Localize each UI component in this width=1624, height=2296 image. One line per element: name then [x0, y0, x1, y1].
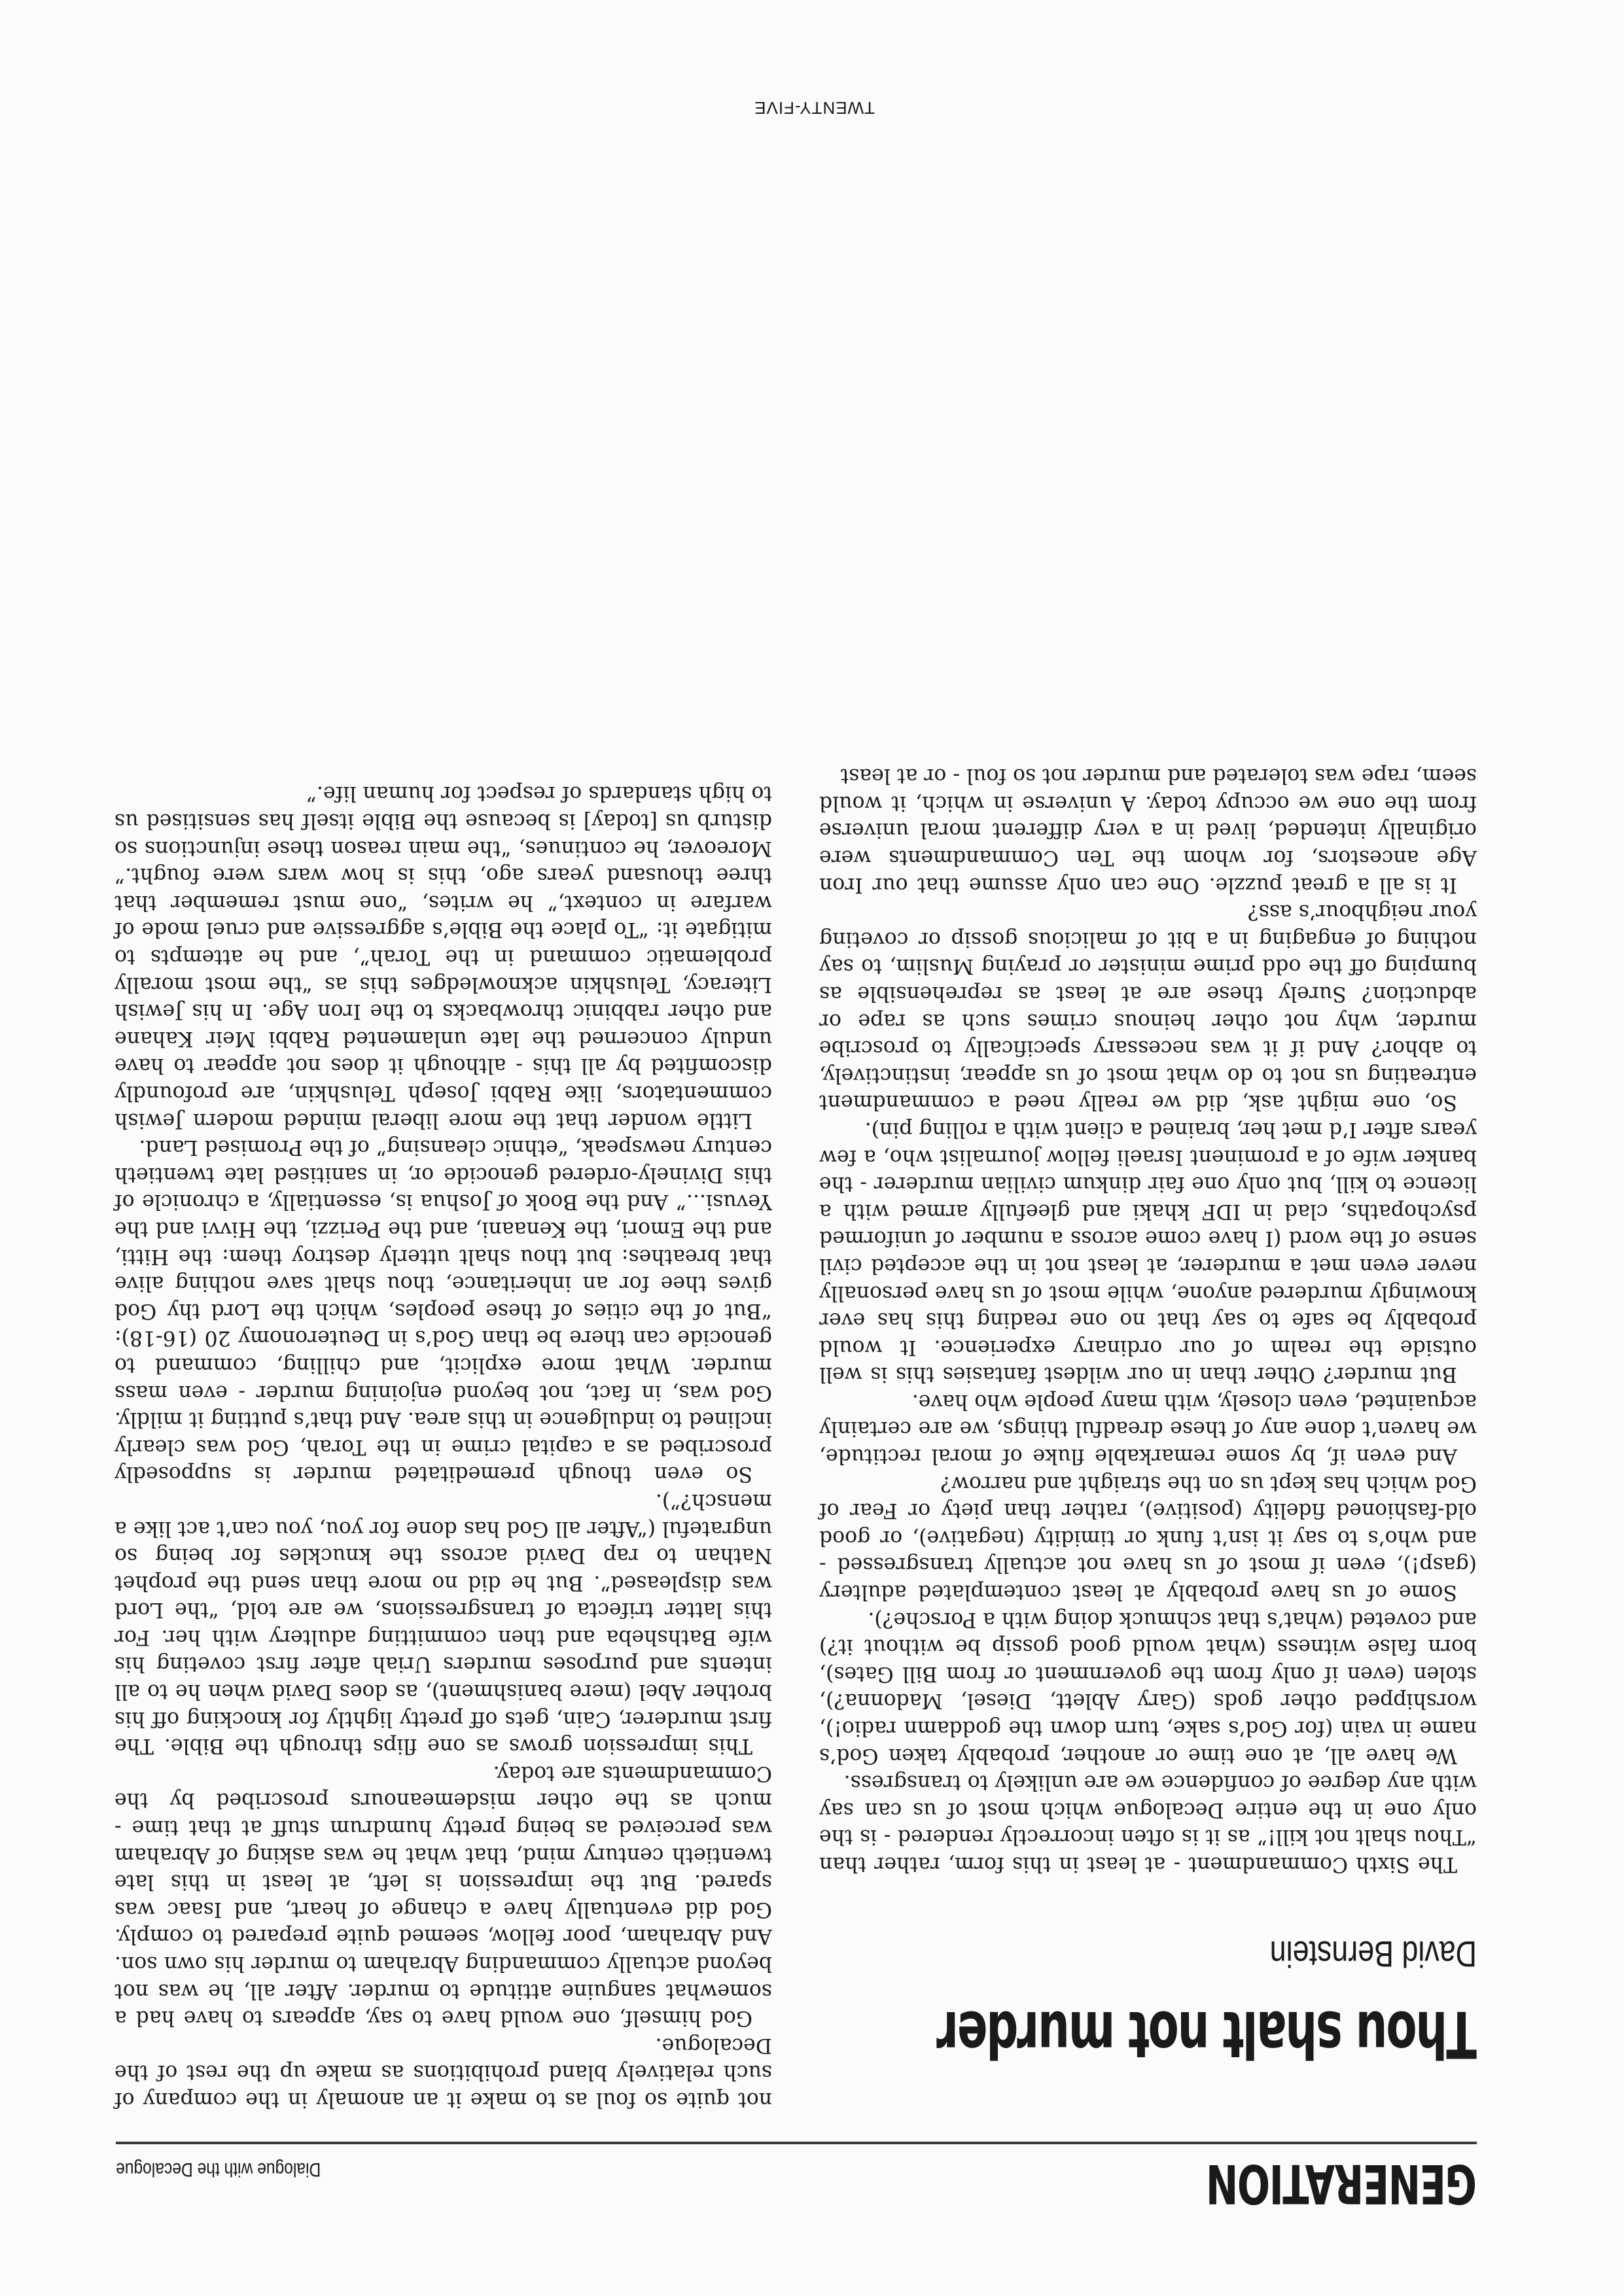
page-number: TWENTY-FIVE	[754, 98, 875, 118]
paragraph: not quite so foul as to make it an anomaly in the company of such relatively bland prohibitions as make up the rest of the Decalogue.	[115, 2033, 772, 2112]
left-column	[819, 762, 1477, 1877]
paragraph: But murder? Other than in our wildest fantasies this is well outside the realm of our ordinary experience. It would probably be safe to say that no one reading this has ever knowingly murdered anyone, while most of us have personally never even met a murderer, at least not in the accepted civil sense of the word (I have come across a number of uniformed psychopaths, clad in IDF khaki and gleefully armed with a licence to kill, but only one fair dinkum civilian murderer - the banker wife of a prominent Israeli fellow journalist who, a few years after I’d met her, brained a client with a rolling pin).	[819, 1117, 1477, 1387]
paragraph: This impression grows as one flips through the Bible. The first murderer, Cain, gets off pretty lightly for knocking off his brother Abel (mere banishment), as does David when he to all intents and purposes murders Uriah after first coveting his wife Bathsheba and then committing adultery with her. For this latter trifecta of transgressions, we are told, “the Lord was displeased”. But he did no more than send the prophet Nathan to rap David across the knuckles for being so ungrateful (“After all God has done for you, you can’t act like a mensch?”).	[115, 1489, 772, 1758]
article-author: David Bernstein	[1269, 1934, 1477, 1975]
masthead-subtitle: Dialogue with the Decalogue	[116, 2159, 321, 2180]
paragraph: It is all a great puzzle. One can only assume that our Iron Age ancestors, for whom the Ten Commandments were originally intended, lived in a very different moral universe from the one we occupy today. A universe in which, it would seem, rape was tolerated and murder not so foul - or at least	[819, 764, 1477, 897]
paragraph: And even if, by some remarkable fluke of moral rectitude, we haven’t done any of these dreadful things, we are certainly acquainted, even closely, with many people who have.	[819, 1389, 1477, 1469]
paragraph: So even though premeditated murder is supposedly proscribed as a capital crime in the Torah, God was clearly inclined to indulgence in this area. And that’s putting it mildly. God was, in fact, not beyond enjoining murder - even mass murder. What more explicit, and chilling, command to genocide can there be than God’s in Deuteronomy 20 (16-18): “But of the cities of these peoples, which the Lord thy God gives thee for an inheritance, thou shalt save nothing alive that breathes: but thou shalt utterly destroy them: the Hitti, and the Emori, the Kenaani, and the Perizzi, the Hivvi and the Yevusi...” And the Book of Joshua is, essentially, a chronicle of this Divinely-ordered genocide or, in sanitised late twentieth century newspeak, “ethnic cleansing” of the Promised Land.	[115, 1136, 772, 1486]
article-title: Thou shalt not murder	[938, 1996, 1477, 2071]
masthead-rule	[116, 2142, 1477, 2144]
paragraph: God himself, one would have to say, appears to have had a somewhat sanguine attitude to murder. After all, he was not beyond actually commanding Abraham to murder his own son. And Abraham, poor fellow, seemed quite prepared to comply. God did eventually have a change of heart, and Isaac was spared. But the impression is left, at least in this late twentieth century mind, that what he was asking of Abraham was perceived as being pretty humdrum stuff at that time - much as the other misdemeanours proscribed by the Commandments are today.	[115, 1761, 772, 2030]
paragraph: So, one might ask, did we really need a commandment entreating us not to do what most of us appear, instinctively, to abhor? And if it was necessary specifically to proscribe murder, why not other heinous crimes such as rape or abduction? Surely these are at least as reprehensible as bumping off the odd prime minister or praying Muslim, to say nothing of engaging in a bit of malicious gossip or coveting your neighbour’s ass?	[819, 900, 1477, 1115]
paragraph: Little wonder that the more liberal minded modern Jewish commentators, like Rabbi Joseph Telushkin, are profoundly discomfited by all this - although it does not appear to have unduly concerned the late unlamented Rabbi Meir Kahane and other rabbinic throwbacks to the Iron Age. In his Jewish Literacy, Telushkin acknowledges this as “the most morally problematic command in the Torah”, and he attempts to mitigate it: “To place the Bible’s aggressive and cruel mode of warfare in context,” he writes, “one must remember that three thousand years ago, this is how wars were fought.” Moreover, he continues, “the main reason these injunctions so disturb us [today] is because the Bible itself has sensitised us to high standards of respect for human life.”	[115, 782, 772, 1132]
magazine-brand: GENERATION	[1207, 2152, 1477, 2214]
paragraph: We have all, at one time or another, probably taken God’s name in vain (for God’s sake, turn down the goddamn radio!), worshipped other gods (Gary Ablett, Diesel, Madonna?), stolen (even if only from the government or from Bill Gates), born false witness (what would good gossip be without it?) and coveted (what’s that schmuck doing with a Porsche?).	[819, 1607, 1477, 1767]
paragraph: The Sixth Commandment - at least in this form, rather than “Thou shalt not kill!” as it is often incorrectly rendered - is the only one in the entire Decalogue which most of us can say with any degree of confidence we are unlikely to transgress.	[819, 1771, 1477, 1876]
right-column	[115, 780, 772, 2113]
masthead	[116, 2149, 1477, 2214]
paragraph: Some of us have probably at least contemplated adultery (gasp!), even if most of us have not actually transgressed - and who’s to say it isn’t funk or timidity (negative), or good old-fashioned fidelity (positive), rather than piety or Fear of God which has kept us on the straight and narrow?	[819, 1471, 1477, 1605]
